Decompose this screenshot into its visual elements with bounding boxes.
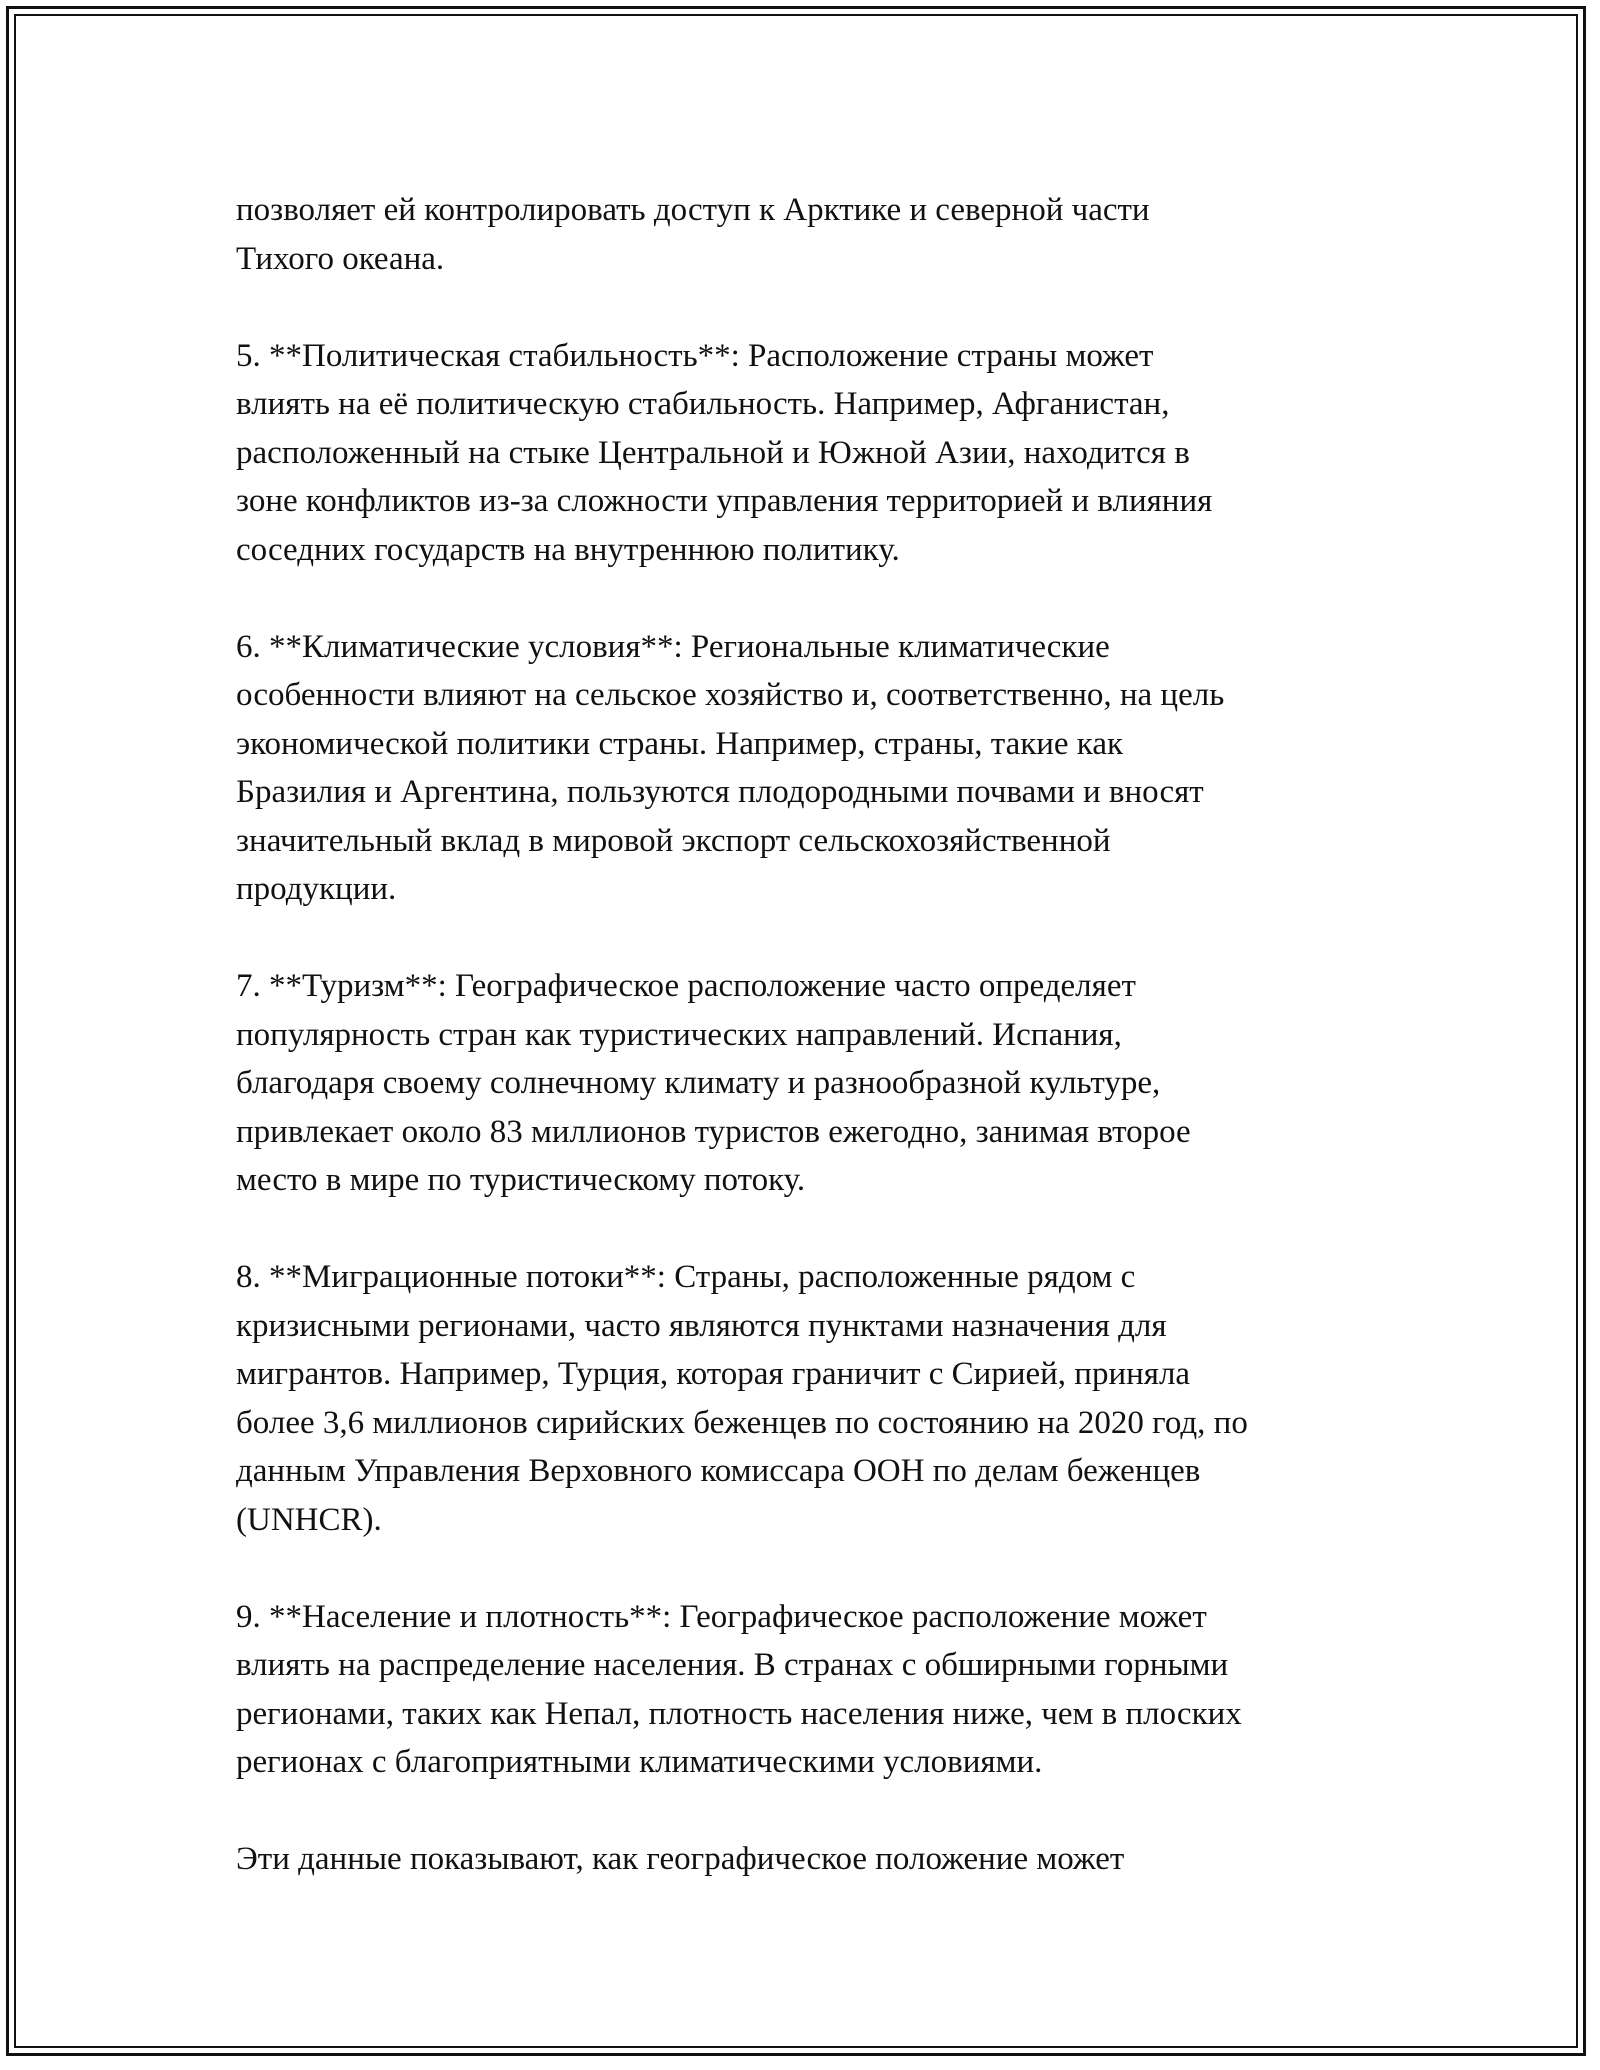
document-body <box>236 186 1366 1884</box>
paragraph-political-stability: 5. **Политическая стабильность**: Расположение страны может влиять на её политическую стабильность. Например, Афганистан, расположенный на стыке Центральной и Южной Азии, находится в зоне конфликтов из-за сложности управления территорией и влияния соседних государств на внутреннюю политику. <box>236 337 1213 568</box>
paragraph-population: 9. **Население и плотность**: Географическое расположение может влиять на распределение населения. В странах с обширными горными регионами, таких как Непал, плотность населения ниже, чем в плоских регионах с благоприятными климатическими условиями. <box>236 1598 1242 1780</box>
paragraph-tourism: 7. **Туризм**: Географическое расположение часто определяет популярность стран как туристических направлений. Испания, благодаря своему солнечному климату и разнообразной культуре, привлекает около 83 миллионов туристов ежегодно, занимая второе место в мире по туристическому потоку. <box>236 968 1191 1198</box>
paragraph-conclusion: Эти данные показывают, как географическое положение может <box>236 1841 1125 1877</box>
paragraph-continuation: позволяет ей контролировать доступ к Арктике и северной части Тихого океана. <box>236 192 1150 277</box>
paragraph-climate: 6. **Климатические условия**: Региональные климатические особенности влияют на сельское хозяйство и, соответственно, на цель экономической политики страны. Например, страны, такие как Бразилия и Аргентина, пользуются плодородными почвами и вносят значительный вклад в мировой экспорт сельскохозяйственной продукции. <box>236 628 1225 907</box>
paragraph-migration: 8. **Миграционные потоки**: Страны, расположенные рядом с кризисными регионами, часто являются пунктами назначения для мигрантов. Например, Турция, которая граничит с Сирией, приняла более 3,6 миллионов сирийских беженцев по состоянию на 2020 год, по данным Управления Верховного комиссара ООН по делам беженцев (UNHCR). <box>236 1259 1248 1538</box>
